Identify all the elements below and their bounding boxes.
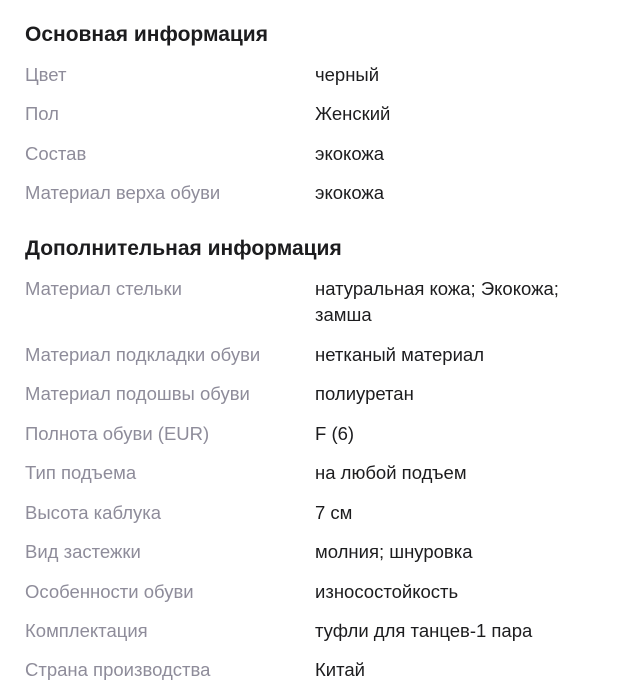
spec-value: молния; шнуровка bbox=[315, 541, 473, 562]
section-title-main-info: Основная информация bbox=[25, 23, 268, 46]
spec-label: Материал подошвы обуви bbox=[25, 383, 250, 404]
spec-label: Материал стельки bbox=[25, 278, 182, 299]
spec-value: полиуретан bbox=[315, 383, 414, 404]
spec-label: Полнота обуви (EUR) bbox=[25, 423, 210, 444]
spec-label: Высота каблука bbox=[25, 502, 162, 523]
spec-label: Комплектация bbox=[25, 620, 148, 641]
spec-value: 7 см bbox=[315, 502, 353, 523]
spec-label: Страна производства bbox=[25, 659, 211, 680]
section-title-additional-info: Дополнительная информация bbox=[25, 237, 342, 260]
spec-value: Китай bbox=[315, 659, 365, 680]
spec-value: F (6) bbox=[315, 423, 355, 444]
spec-label: Тип подъема bbox=[25, 462, 137, 483]
spec-value: экокожа bbox=[315, 182, 385, 203]
spec-label: Цвет bbox=[25, 64, 67, 85]
spec-value: на любой подъем bbox=[315, 462, 467, 483]
spec-value: туфли для танцев-1 пара bbox=[315, 620, 533, 641]
spec-label: Вид застежки bbox=[25, 541, 141, 562]
spec-value: Женский bbox=[315, 103, 391, 124]
spec-label: Материал верха обуви bbox=[25, 182, 221, 203]
spec-label: Пол bbox=[25, 103, 59, 124]
spec-value: износостойкость bbox=[315, 581, 459, 602]
spec-value: нетканый материал bbox=[315, 344, 485, 365]
spec-value: натуральная кожа; Экокожа; замша bbox=[315, 278, 559, 325]
spec-label: Материал подкладки обуви bbox=[25, 344, 261, 365]
spec-value: экокожа bbox=[315, 143, 385, 164]
spec-label: Состав bbox=[25, 143, 87, 164]
spec-value: черный bbox=[315, 64, 380, 85]
spec-label: Особенности обуви bbox=[25, 581, 194, 602]
